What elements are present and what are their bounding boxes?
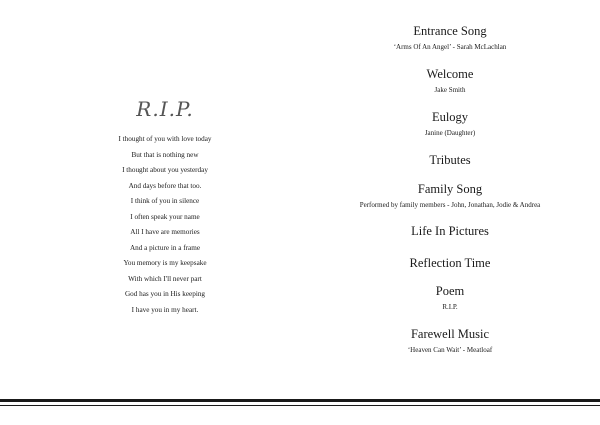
poem-line: And days before that too.: [128, 181, 202, 190]
program-item-title: Poem: [435, 284, 465, 298]
poem-line: All I have are memories: [130, 228, 200, 236]
program-item-title: Eulogy: [431, 110, 469, 124]
poem-line: You memory is my keepsake: [123, 259, 207, 267]
program-item-family-song: [330, 182, 570, 210]
poem-line: And a picture in a frame: [129, 243, 201, 252]
poem-line: I think of you in silence: [130, 197, 200, 205]
footer-rule-thin: [0, 405, 600, 406]
program-item-entrance-song: [330, 24, 570, 52]
footer-rule-thick: [0, 399, 600, 402]
program-item-eulogy: [330, 110, 570, 138]
program-item-title: Entrance Song: [413, 24, 487, 38]
program-item-detail: ‘Arms Of An Angel’ - Sarah McLachlan: [393, 43, 507, 51]
order-of-service: [330, 24, 570, 355]
program-item-reflection-time: [330, 256, 570, 271]
program-item-title: Farewell Music: [410, 327, 490, 341]
program-item-title: Life In Pictures: [411, 224, 489, 238]
program-item-detail: Janine (Daughter): [424, 129, 476, 137]
program-item-detail: R.I.P.: [442, 303, 458, 311]
program-item-tributes: [330, 153, 570, 168]
poem-line: I often speak your name: [130, 212, 200, 221]
program-item-welcome: [330, 67, 570, 95]
program-item-poem: [330, 284, 570, 312]
program-item-detail: ‘Heaven Can Wait’ - Meatloaf: [407, 346, 493, 354]
program-item-title: Reflection Time: [409, 256, 491, 270]
poem-line: God has you in His keeping: [124, 290, 206, 298]
poem-line: But that is nothing new: [131, 150, 199, 159]
poem-line: I thought of you with love today: [118, 135, 212, 143]
program-item-title: Welcome: [426, 67, 474, 81]
program-item-detail: Performed by family members - John, Jonathan, Jodie & Andrea: [359, 201, 541, 209]
program-item-life-in-pictures: [330, 224, 570, 239]
poem-line: I thought about you yesterday: [122, 166, 208, 174]
program-item-farewell-music: [330, 327, 570, 355]
program-item-title: Family Song: [417, 182, 483, 196]
rip-heading: R.I.P.: [136, 97, 194, 121]
poem-line: With which I'll never part: [128, 274, 202, 283]
program-item-detail: Jake Smith: [434, 86, 466, 94]
poem-panel: [86, 94, 244, 318]
poem-line: I have you in my heart.: [131, 305, 199, 314]
program-item-title: Tributes: [429, 153, 471, 167]
